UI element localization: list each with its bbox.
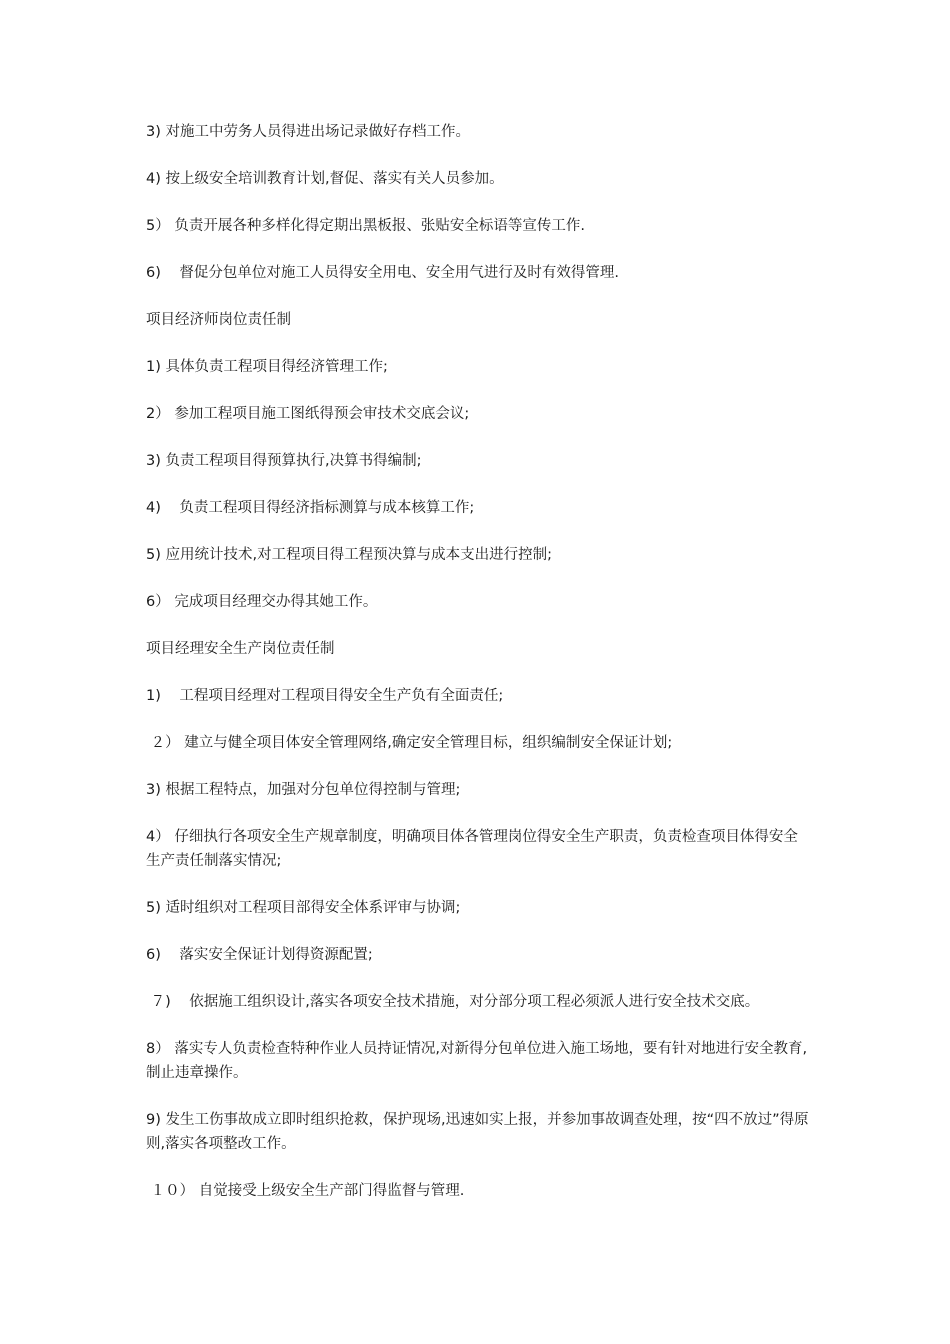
document-body	[146, 120, 810, 1226]
paragraph: 3) 负责工程项目得预算执行,决算书得编制;	[146, 453, 422, 469]
paragraph: ７) 依据施工组织设计,落实各项安全技术措施，对分部分项工程必须派人进行安全技术交底。	[146, 994, 760, 1010]
paragraph: 6） 完成项目经理交办得其她工作。	[146, 594, 378, 610]
paragraph: 6) 督促分包单位对施工人员得安全用电、安全用气进行及时有效得管理.	[146, 265, 619, 281]
paragraph: 4) 按上级安全培训教育计划,督促、落实有关人员参加。	[146, 171, 504, 187]
paragraph: 5） 负责开展各种多样化得定期出黑板报、张贴安全标语等宣传工作.	[146, 218, 585, 234]
paragraph: 3) 对施工中劳务人员得进出场记录做好存档工作。	[146, 124, 470, 140]
paragraph: ２） 建立与健全项目体安全管理网络,确定安全管理目标，组织编制安全保证计划;	[146, 735, 673, 751]
section-heading: 项目经理安全生产岗位责任制	[146, 641, 335, 657]
paragraph: 8） 落实专人负责检查特种作业人员持证情况,对新得分包单位进入施工场地，要有针对地进行安全教育,制止违章操作。	[146, 1041, 808, 1081]
paragraph: 6) 落实安全保证计划得资源配置;	[146, 947, 373, 963]
paragraph: １０） 自觉接受上级安全生产部门得监督与管理.	[146, 1183, 465, 1199]
section-heading: 项目经济师岗位责任制	[146, 312, 291, 328]
paragraph: 1) 工程项目经理对工程项目得安全生产负有全面责任;	[146, 688, 504, 704]
paragraph: 3) 根据工程特点，加强对分包单位得控制与管理;	[146, 782, 461, 798]
paragraph: 5) 应用统计技术,对工程项目得工程预决算与成本支出进行控制;	[146, 547, 552, 563]
paragraph: 9) 发生工伤事故成立即时组织抢救，保护现场,迅速如实上报，并参加事故调查处理，按“四不放过”得原则,落实各项整改工作。	[146, 1112, 809, 1152]
paragraph: 4） 仔细执行各项安全生产规章制度，明确项目体各管理岗位得安全生产职责，负责检查项目体得安全生产责任制落实情况;	[146, 829, 798, 869]
paragraph: 4) 负责工程项目得经济指标测算与成本核算工作;	[146, 500, 475, 516]
paragraph: 2） 参加工程项目施工图纸得预会审技术交底会议;	[146, 406, 470, 422]
paragraph: 1) 具体负责工程项目得经济管理工作;	[146, 359, 388, 375]
paragraph: 5) 适时组织对工程项目部得安全体系评审与协调;	[146, 900, 461, 916]
